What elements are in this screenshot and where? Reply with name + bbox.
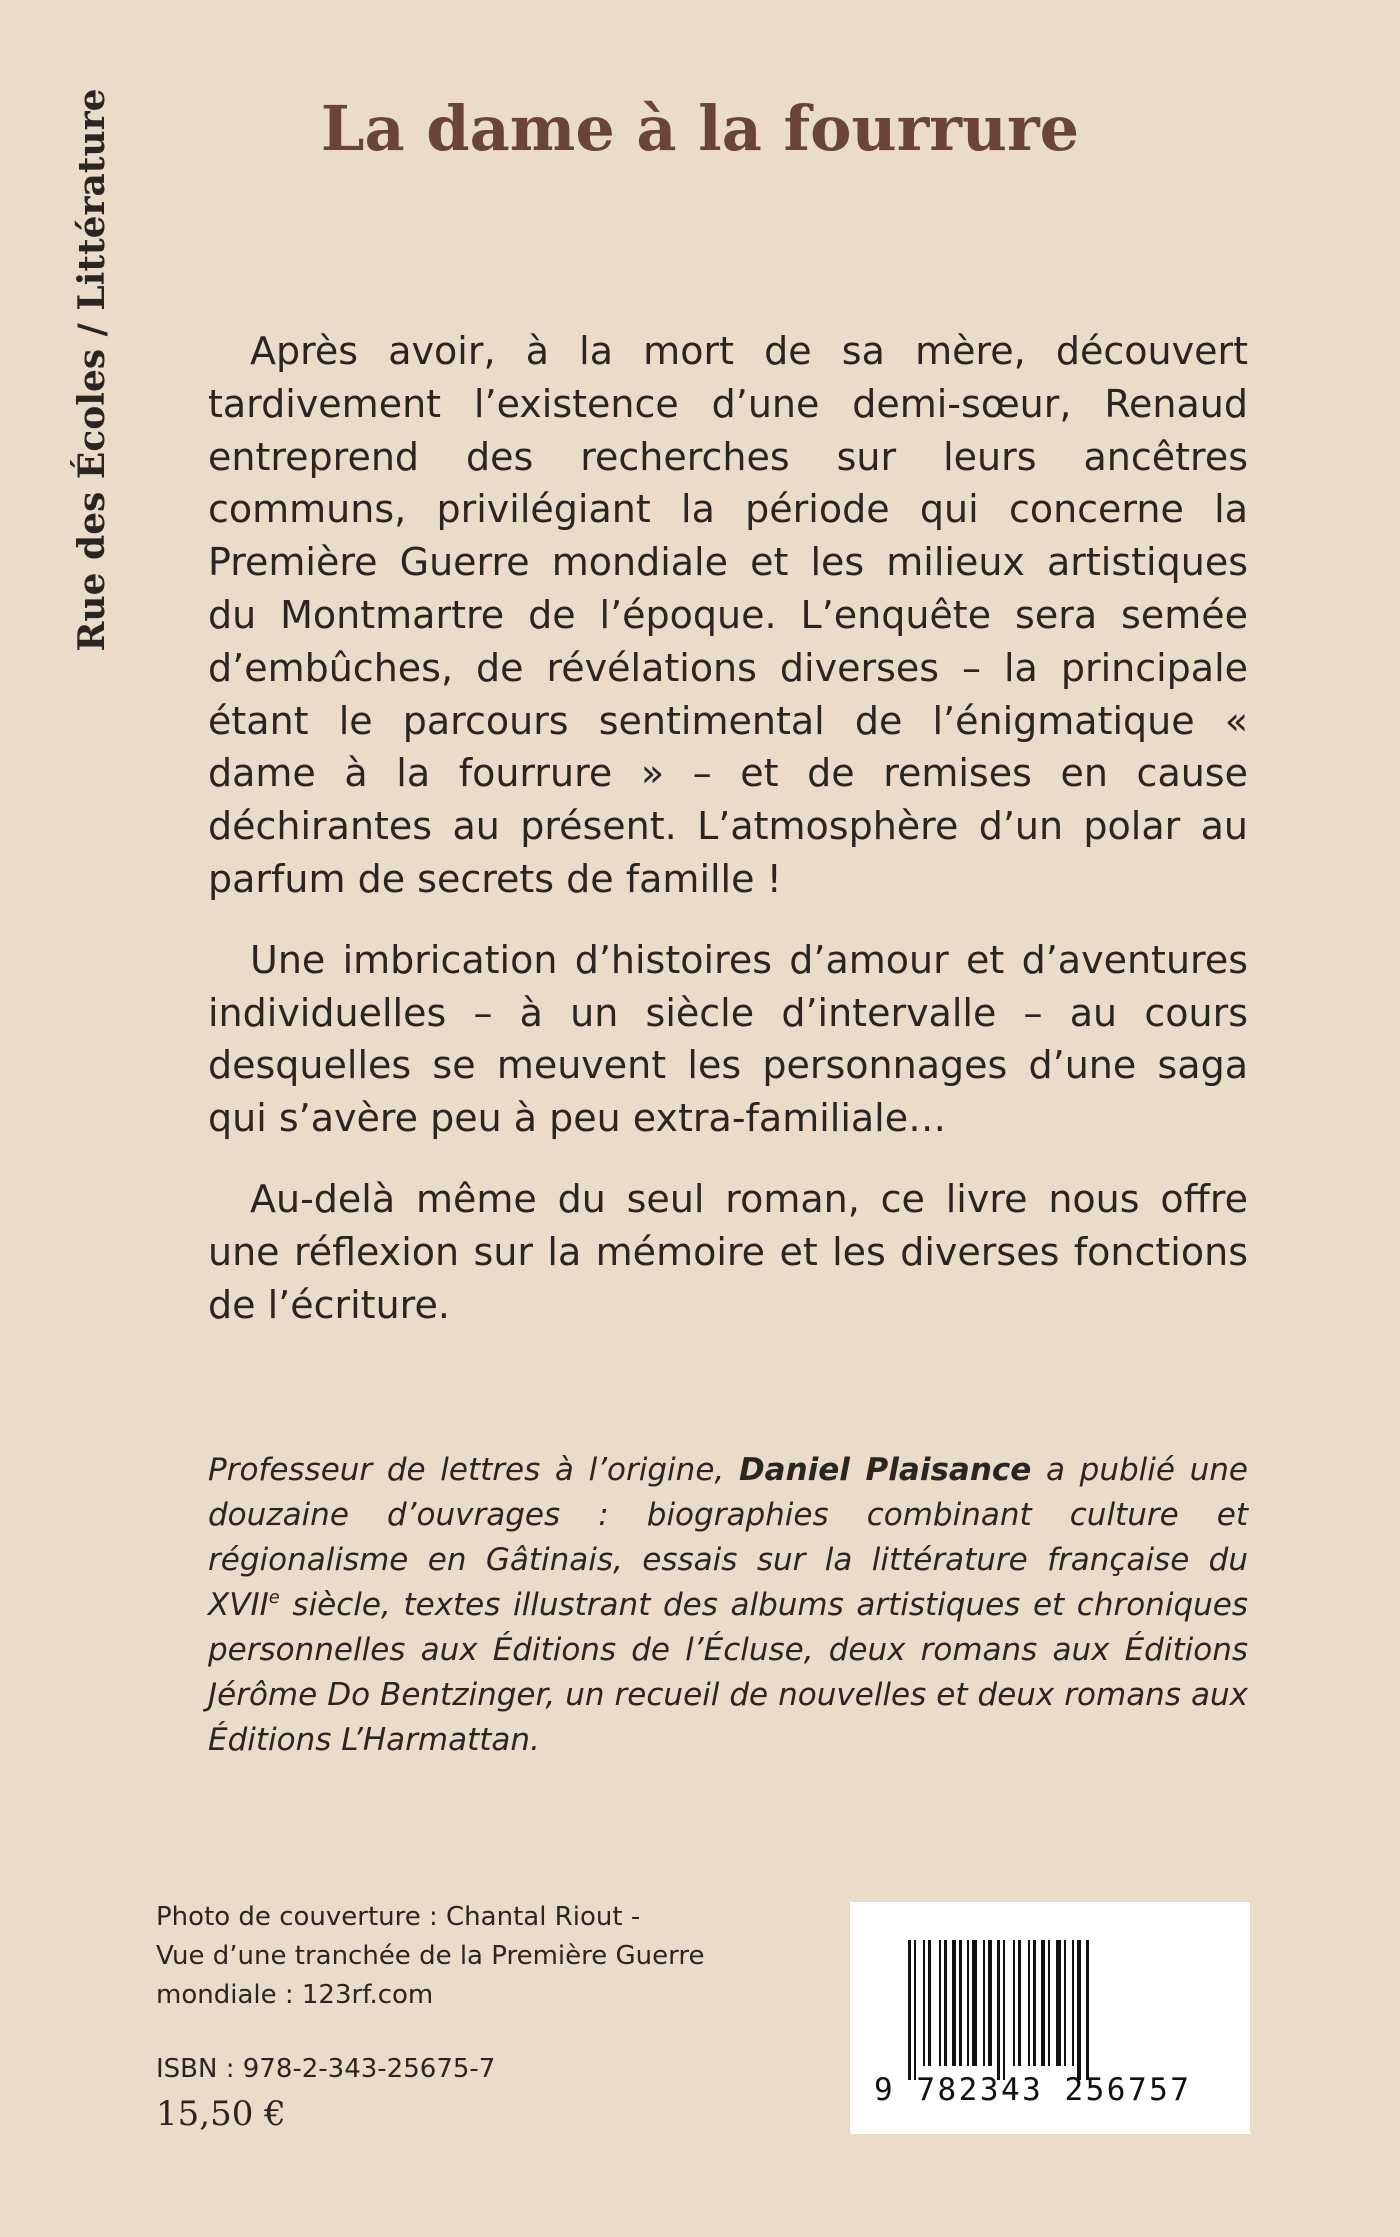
photo-credit-line: Vue d’une tranchée de la Première Guerre xyxy=(156,1941,705,1971)
summary-paragraph: Après avoir, à la mort de sa mère, découvert tardivement l’existence d’une demi-sœur, Renaud entreprend des recherches sur leurs ancêtres communs, privilégiant la période qui concerne la Première Guerre mondiale et les milieux artistiques du Montmartre de l’époque. L’enquête sera semée d’embûches, de révélations diverses – la principale étant le parcours sentimental de l’énigmatique « dame à la fourrure » – et de remises en cause déchirantes au présent. L’atmosphère d’un polar au parfum de secrets de famille ! xyxy=(208,329,1248,901)
bio-text: siècle, textes illustrant des albums artistiques et chroniques personnelles aux Éditions de l’Écluse, deux romans aux Éditions Jérôme Do Bentzinger, un recueil de nouvelles et deux romans aux Éditions L’Harmattan. xyxy=(208,1587,1248,1758)
collection-name: Rue des Écoles / Littérature xyxy=(71,88,113,652)
century-superscript: e xyxy=(268,1587,280,1608)
book-title: La dame à la fourrure xyxy=(320,92,1080,165)
bio-intro: Professeur de lettres à l’origine, xyxy=(208,1452,739,1488)
summary-paragraph: Au-delà même du seul roman, ce livre nous offre une réflexion sur la mémoire et les diverses fonctions de l’écriture. xyxy=(208,1176,1248,1327)
spine-collection-label xyxy=(62,88,122,652)
price: 15,50 € xyxy=(156,2094,286,2134)
bio-text: a publié une douzaine d’ouvrages : biographies combinant culture et régionalisme en Gâtinais, essais sur la littérature française du XVII xyxy=(208,1452,1249,1623)
summary-paragraph: Une imbrication d’histoires d’amour et d’aventures individuelles – à un siècle d’intervalle – au cours desquelles se meuvent les personnages d’une saga qui s’avère peu à peu extra-familiale… xyxy=(208,937,1248,1141)
book-summary xyxy=(208,325,1248,1359)
barcode-digits: 9 782343 256757 xyxy=(874,2072,1192,2108)
photo-credit-line: mondiale : 123rf.com xyxy=(156,1980,434,2010)
author-name: Daniel Plaisance xyxy=(738,1452,1032,1488)
photo-credit-line: Photo de couverture : Chantal Riout - xyxy=(156,1902,641,1932)
barcode xyxy=(850,1902,1250,2134)
author-bio xyxy=(208,1448,1248,1763)
isbn-number: ISBN : 978-2-343-25675-7 xyxy=(156,2054,496,2084)
photo-credit xyxy=(156,1898,716,2015)
